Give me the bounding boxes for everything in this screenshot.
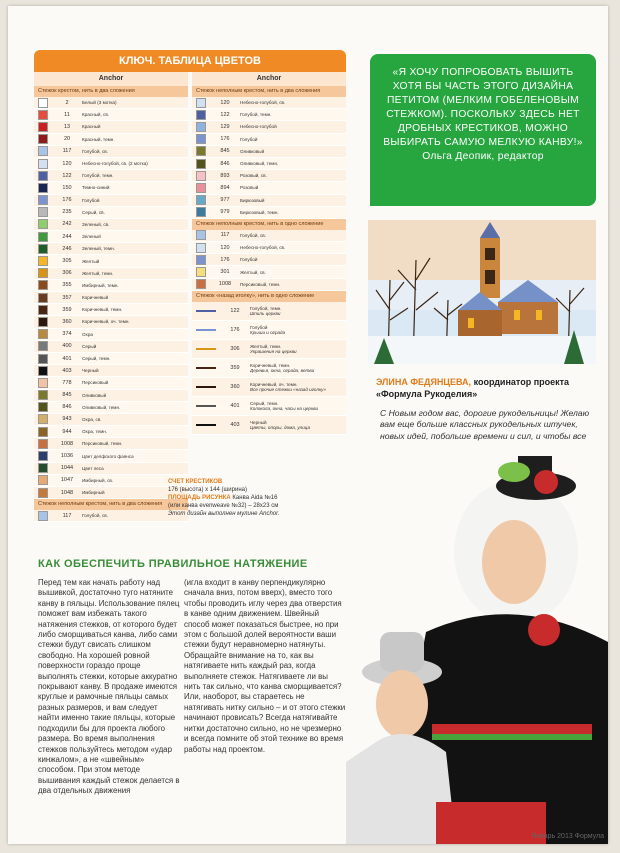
color-swatch — [196, 98, 206, 108]
color-swatch — [38, 378, 48, 388]
thread-number: 301 — [220, 269, 230, 276]
thread-number: 117 — [220, 232, 230, 239]
color-key-title: КЛЮЧ. ТАБЛИЦА ЦВЕТОВ — [34, 50, 346, 72]
thread-color-name: Имбирный — [82, 490, 105, 496]
key-row — [34, 146, 188, 158]
thread-color-name: Темно-синий — [82, 185, 110, 191]
key-row — [34, 268, 188, 280]
thread-number: 893 — [220, 172, 230, 179]
key-row — [192, 230, 346, 242]
thread-number: 401 — [230, 402, 240, 409]
thread-color-name: Охра, темн. — [82, 429, 108, 435]
author-photo — [346, 442, 608, 844]
design-area-label: ПЛОЩАДЬ РИСУНКА — [168, 495, 231, 501]
color-swatch — [196, 171, 206, 181]
thread-number: 1036 — [60, 453, 74, 460]
color-swatch — [196, 255, 206, 265]
thread-color-name: Голубой — [82, 197, 100, 203]
stitch-count-block — [168, 478, 348, 518]
thread-color-name — [250, 382, 346, 392]
thread-number: 244 — [62, 233, 72, 240]
thread-number: 306 — [230, 345, 240, 352]
thread-number: 129 — [220, 123, 230, 130]
thread-number: 846 — [62, 404, 72, 411]
key-row — [34, 438, 188, 450]
color-swatch — [38, 488, 48, 498]
color-swatch — [38, 402, 48, 412]
color-swatch — [38, 195, 48, 205]
thread-color-name: Желтый — [82, 258, 100, 264]
thread-color-name: Оливковый, темн. — [82, 404, 121, 410]
backstitch-line — [196, 348, 216, 350]
key-row — [192, 109, 346, 121]
key-row — [34, 134, 188, 146]
key-row — [34, 195, 188, 207]
thread-number: 150 — [62, 184, 72, 191]
thread-number: 176 — [230, 326, 240, 333]
thread-color-name: Охра, св. — [82, 416, 102, 422]
key-row — [192, 158, 346, 170]
key-row — [192, 195, 346, 207]
design-thread-note: Этот дизайн выполнен мулине Anchor. — [168, 511, 280, 517]
thread-number: 943 — [62, 416, 72, 423]
color-swatch — [38, 439, 48, 449]
color-swatch — [38, 98, 48, 108]
thread-color-name: Персиковый, темн. — [82, 441, 123, 447]
color-swatch — [196, 159, 206, 169]
thread-color-name: Голубой, темн. — [82, 173, 114, 179]
key-left-column — [34, 72, 188, 536]
article-heading: КАК ОБЕСПЕЧИТЬ ПРАВИЛЬНОЕ НАТЯЖЕНИЕ — [38, 558, 308, 570]
thread-number: 242 — [62, 221, 72, 228]
page-footer: Январь 2013 Формула — [531, 833, 604, 840]
color-swatch — [196, 230, 206, 240]
color-swatch — [38, 134, 48, 144]
thread-number: 246 — [62, 245, 72, 252]
key-row — [34, 329, 188, 341]
thread-color-name: Зеленый — [82, 234, 101, 240]
backstitch-row — [192, 321, 346, 340]
article-column-1: Перед тем как начать работу над вышивкой, достаточно туго натяните канву в пяльцы. Использование пялец поможет вам избежать такого натяжения стежков, от которого будет либо сморщиваться канва, либо сами стежки будут свисать слишком свободно. На хорошей ровной поверхности гораздо проще выполнять стежки, которые аккуратно покрывают канву. В продаже имеются круглые и рамочные пяльцы самых разных размеров, и вам следует найти именно такие пяльцы, которые подходили бы для проекта любого размера. Во время выполнения стежков пользуйтесь методом «удар кинжалом», а не «швейным» способом. При этом методе вышивания каждый стежок делается в два отдельных движения — [38, 578, 180, 796]
color-swatch — [38, 256, 48, 266]
thread-color-name: Небесно-голубой, св. — [240, 245, 286, 251]
thread-number: 357 — [62, 294, 72, 301]
design-area-size: (или канва evenweave №32) – 28x23 см — [168, 503, 279, 509]
key-row — [34, 255, 188, 267]
thread-color-name: Белый (3 мотка) — [82, 100, 117, 106]
thread-number: 306 — [62, 270, 72, 277]
thread-number: 359 — [62, 306, 72, 313]
key-row — [34, 109, 188, 121]
backstitch-line — [196, 405, 216, 407]
key-row — [34, 97, 188, 109]
color-swatch — [38, 268, 48, 278]
thread-color-name: Голубой — [240, 136, 258, 142]
thread-number: 1048 — [60, 489, 74, 496]
thread-color-name — [250, 363, 346, 373]
key-row — [192, 279, 346, 291]
thread-color-name: Имбирный, св. — [82, 477, 114, 483]
key-row — [34, 170, 188, 182]
color-swatch — [38, 305, 48, 315]
key-left-rows-2 — [34, 510, 188, 522]
author-name: ЭЛИНА ФЕДЯНЦЕВА, — [376, 377, 472, 387]
thread-color-name: Голубой, св. — [82, 148, 108, 154]
thread-color-name: Зеленый, темн. — [82, 246, 115, 252]
brand-header-left: Anchor — [34, 72, 188, 86]
backstitch-color: Коричневый, темн. — [250, 362, 291, 368]
key-row — [34, 341, 188, 353]
thread-number: 359 — [230, 364, 240, 371]
thread-number: 122 — [220, 111, 230, 118]
color-swatch — [38, 463, 48, 473]
backstitch-usage: Все прочие стежки «назад иголку» — [250, 386, 326, 392]
backstitch-line — [196, 367, 216, 369]
thread-number: 845 — [220, 148, 230, 155]
thread-color-name: Персиковый — [82, 380, 109, 386]
key-row — [34, 365, 188, 377]
key-row — [34, 292, 188, 304]
thread-number: 401 — [62, 355, 72, 362]
thread-color-name: Небесно-голубой, св. — [240, 100, 286, 106]
backstitch-row — [192, 340, 346, 359]
thread-color-name: Серый, св. — [82, 209, 105, 215]
thread-color-name: Черный — [82, 368, 99, 374]
key-row — [34, 219, 188, 231]
color-swatch — [38, 219, 48, 229]
thread-color-name — [250, 401, 346, 411]
thread-number: 1008 — [60, 440, 74, 447]
key-row — [34, 158, 188, 170]
key-backstitch-rows — [192, 302, 346, 435]
color-swatch — [38, 390, 48, 400]
thread-color-name: Оливковый, темн. — [240, 161, 279, 167]
color-swatch — [38, 451, 48, 461]
stitch-count-label: СЧЕТ КРЕСТИКОВ — [168, 479, 223, 485]
key-row — [34, 121, 188, 133]
thread-color-name: Красный, темн. — [82, 136, 115, 142]
thread-number: 11 — [64, 111, 70, 118]
thread-number: 979 — [220, 209, 230, 216]
color-swatch — [38, 427, 48, 437]
key-row — [34, 280, 188, 292]
backstitch-usage: Деревья, окна, ограда, ветви — [250, 367, 315, 373]
key-row — [192, 134, 346, 146]
editor-quote: «Я ХОЧУ ПОПРОБОВАТЬ ВЫШИТЬ ХОТЯ БЫ ЧАСТЬ ЭТОГО ДИЗАЙНА ПЕТИТОМ (МЕЛКИМ ГОБЕЛЕНОВЫМ СТЕЖКОМ). ПОСКОЛЬКУ ЗДЕСЬ НЕТ ДРОБНЫХ КРЕСТИКОВ, МОЖНО ВЫБИРАТЬ САМУЮ МЕЛКУЮ КАНВУ!» Ольга Деопик, редактор — [370, 54, 596, 206]
key-row — [34, 450, 188, 462]
section-cross-stitch: Стежок крестом, нить в два сложения — [34, 86, 188, 97]
stitch-count-value: 176 (высота) x 144 (ширина) — [168, 487, 247, 493]
section-half-stitch-left: Стежок неполным крестом, нить в два сложения — [34, 499, 188, 510]
key-row — [192, 242, 346, 254]
thread-color-name: Небесно-голубой, св. (2 мотка) — [82, 161, 148, 167]
color-swatch — [38, 110, 48, 120]
thread-color-name: Персиковый, темн. — [240, 281, 281, 287]
author-caption — [376, 376, 600, 400]
key-row — [34, 510, 188, 522]
color-swatch — [38, 244, 48, 254]
key-row — [192, 182, 346, 194]
section-half-stitch-one: Стежок неполным крестом, нить в одно сложение — [192, 219, 346, 230]
thread-number: 117 — [62, 148, 72, 155]
backstitch-line — [196, 310, 216, 312]
backstitch-color: Черный — [250, 419, 267, 425]
thread-color-name: Коричневый, оч. темн. — [82, 319, 130, 325]
thread-number: 360 — [62, 318, 72, 325]
color-swatch — [38, 171, 48, 181]
thread-color-name: Охра — [82, 331, 93, 337]
key-row — [192, 146, 346, 158]
key-row — [192, 170, 346, 182]
backstitch-usage: Колокола, окна, часы на церкви — [250, 405, 319, 411]
color-swatch — [38, 122, 48, 132]
color-swatch — [196, 243, 206, 253]
thread-color-name: Оливковый — [240, 148, 265, 154]
key-row — [34, 182, 188, 194]
article-column-2: (игла входит в канву перпендикулярно сначала вниз, потом вверх), вместо того чтобы проводить иглу через два отверстия в канве одним движением. Швейный способ может показаться быстрее, но при этом с большой долей вероятности ваши стежки будут неравномерно натянуты. Обращайте внимание на то, как вы натягиваете нить каждый раз, когда выполняете стежок. Натягиваете ли вы нить так сильно, что канва сморщивается? Или, наоборот, вы стараетесь не натягивать нитку сильно – и от этого стежки начинают провисать? Всегда натягивайте нитки достаточно сильно, но не чрезмерно и всегда помните об этой технике во время работы над проектом. — [184, 578, 346, 754]
magazine-page — [8, 6, 608, 844]
thread-number: 403 — [230, 421, 240, 428]
key-left-rows — [34, 97, 188, 499]
color-swatch — [38, 146, 48, 156]
thread-number: 120 — [62, 160, 72, 167]
backstitch-row — [192, 302, 346, 321]
backstitch-line — [196, 386, 216, 388]
color-swatch — [196, 195, 206, 205]
backstitch-color: Серый, темн. — [250, 400, 279, 406]
color-swatch — [38, 232, 48, 242]
thread-color-name: Серый, темн. — [82, 356, 111, 362]
backstitch-line — [196, 329, 216, 331]
thread-number: 403 — [62, 367, 72, 374]
key-row — [34, 353, 188, 365]
backstitch-row — [192, 359, 346, 378]
backstitch-usage: Цветы, опоры, дома, улица — [250, 424, 310, 430]
brand-header-right: Anchor — [192, 72, 346, 86]
backstitch-usage: Шпиль церкви — [250, 310, 281, 316]
key-row — [34, 390, 188, 402]
author-role: координатор проекта «Формула Рукоделия» — [376, 377, 570, 399]
color-swatch — [38, 317, 48, 327]
thread-number: 944 — [62, 428, 72, 435]
thread-color-name: Цвет леса — [82, 465, 104, 471]
thread-number: 1044 — [60, 465, 74, 472]
thread-color-name: Голубой, св. — [240, 232, 266, 238]
color-swatch — [196, 146, 206, 156]
key-row — [34, 243, 188, 255]
backstitch-row — [192, 378, 346, 397]
thread-number: 400 — [62, 343, 72, 350]
thread-number: 235 — [62, 209, 72, 216]
key-row — [192, 266, 346, 278]
color-swatch — [38, 414, 48, 424]
thread-number: 117 — [62, 512, 72, 519]
color-swatch — [196, 207, 206, 217]
color-swatch — [38, 207, 48, 217]
color-swatch — [38, 354, 48, 364]
key-row — [34, 487, 188, 499]
key-row — [34, 402, 188, 414]
thread-number: 176 — [62, 197, 72, 204]
backstitch-usage: Украшения на церкви — [250, 348, 297, 354]
section-backstitch: Стежок «назад иголку», нить в одно сложение — [192, 291, 346, 302]
key-row — [34, 414, 188, 426]
thread-number: 1047 — [60, 477, 74, 484]
key-row — [34, 316, 188, 328]
thread-color-name: Голубой — [240, 257, 258, 263]
thread-number: 120 — [220, 99, 230, 106]
color-swatch — [38, 341, 48, 351]
key-right-rows — [192, 97, 346, 219]
key-row — [34, 426, 188, 438]
key-row — [192, 207, 346, 219]
color-swatch — [38, 183, 48, 193]
color-swatch — [38, 511, 48, 521]
thread-color-name — [250, 325, 346, 335]
color-swatch — [38, 366, 48, 376]
color-swatch — [38, 293, 48, 303]
color-swatch — [196, 267, 206, 277]
color-swatch — [38, 475, 48, 485]
design-area-canvas: Канва Aida №16 — [232, 495, 278, 501]
backstitch-color: Коричневый, оч. темн. — [250, 381, 298, 387]
thread-color-name: Имбирный, темн. — [82, 282, 119, 288]
color-swatch — [196, 134, 206, 144]
thread-number: 374 — [62, 331, 72, 338]
thread-color-name: Голубой, св. — [82, 513, 108, 519]
thread-number: 845 — [62, 392, 72, 399]
color-swatch — [196, 279, 206, 289]
backstitch-usage: Крыши и ограда — [250, 329, 286, 335]
key-right-column — [192, 72, 346, 536]
key-row — [34, 231, 188, 243]
embroidery-church-image — [368, 220, 596, 364]
thread-color-name: Голубой, темн. — [240, 112, 272, 118]
color-key-table — [34, 50, 346, 536]
thread-number: 846 — [220, 160, 230, 167]
key-row — [192, 97, 346, 109]
color-swatch — [38, 280, 48, 290]
thread-number: 122 — [62, 172, 72, 179]
thread-number: 360 — [230, 383, 240, 390]
thread-color-name: Коричневый, темн. — [82, 307, 123, 313]
color-swatch — [196, 183, 206, 193]
thread-color-name — [250, 306, 346, 316]
thread-number: 2 — [65, 99, 69, 106]
thread-color-name: Небесно-голубой — [240, 124, 277, 130]
thread-number: 176 — [220, 136, 230, 143]
thread-number: 20 — [63, 136, 71, 143]
thread-color-name: Розовый — [240, 185, 259, 191]
key-row — [34, 475, 188, 487]
key-right-rows-2 — [192, 230, 346, 291]
thread-color-name — [250, 420, 346, 430]
backstitch-line — [196, 424, 216, 426]
key-row — [34, 207, 188, 219]
thread-color-name: Коричневый — [82, 295, 109, 301]
thread-color-name — [250, 344, 346, 354]
color-swatch — [196, 122, 206, 132]
backstitch-color: Голубой — [250, 324, 268, 330]
thread-color-name: Желтый, темн. — [82, 270, 114, 276]
key-row — [192, 254, 346, 266]
thread-color-name: Бирюзовый — [240, 197, 265, 203]
thread-number: 355 — [62, 282, 72, 289]
thread-number: 120 — [220, 244, 230, 251]
thread-color-name: Зеленый, св. — [82, 221, 110, 227]
color-swatch — [196, 110, 206, 120]
thread-number: 894 — [220, 184, 230, 191]
thread-color-name: Красный, св. — [82, 112, 110, 118]
key-row — [34, 463, 188, 475]
backstitch-row — [192, 416, 346, 435]
thread-color-name: Розовый, св. — [240, 173, 267, 179]
thread-number: 977 — [220, 197, 230, 204]
thread-color-name: Серый — [82, 343, 97, 349]
thread-number: 1008 — [218, 281, 232, 288]
greeting-text: С Новым годом вас, дорогие рукодельницы! Желаю вам еще больше классных рукодельных штучек, новых идей, побольше времени и сил, и чтобы все — [380, 408, 590, 441]
thread-color-name: Цвет делфского фаянса — [82, 453, 134, 459]
thread-color-name: Желтый, св. — [240, 269, 266, 275]
thread-color-name: Красный — [82, 124, 101, 130]
key-row — [34, 304, 188, 316]
color-swatch — [38, 159, 48, 169]
thread-number: 305 — [62, 258, 72, 265]
key-row — [34, 377, 188, 389]
thread-number: 778 — [62, 379, 72, 386]
backstitch-color: Голубой, темн. — [250, 305, 282, 311]
key-row — [192, 121, 346, 133]
thread-number: 13 — [63, 123, 71, 130]
backstitch-color: Желтый, темн. — [250, 343, 282, 349]
backstitch-row — [192, 397, 346, 416]
section-half-stitch-two: Стежок неполным крестом, нить в два сложения — [192, 86, 346, 97]
thread-color-name: Оливковый — [82, 392, 107, 398]
thread-number: 176 — [220, 256, 230, 263]
color-swatch — [38, 329, 48, 339]
thread-color-name: Бирюзовый, темн. — [240, 209, 279, 215]
thread-number: 122 — [230, 307, 240, 314]
